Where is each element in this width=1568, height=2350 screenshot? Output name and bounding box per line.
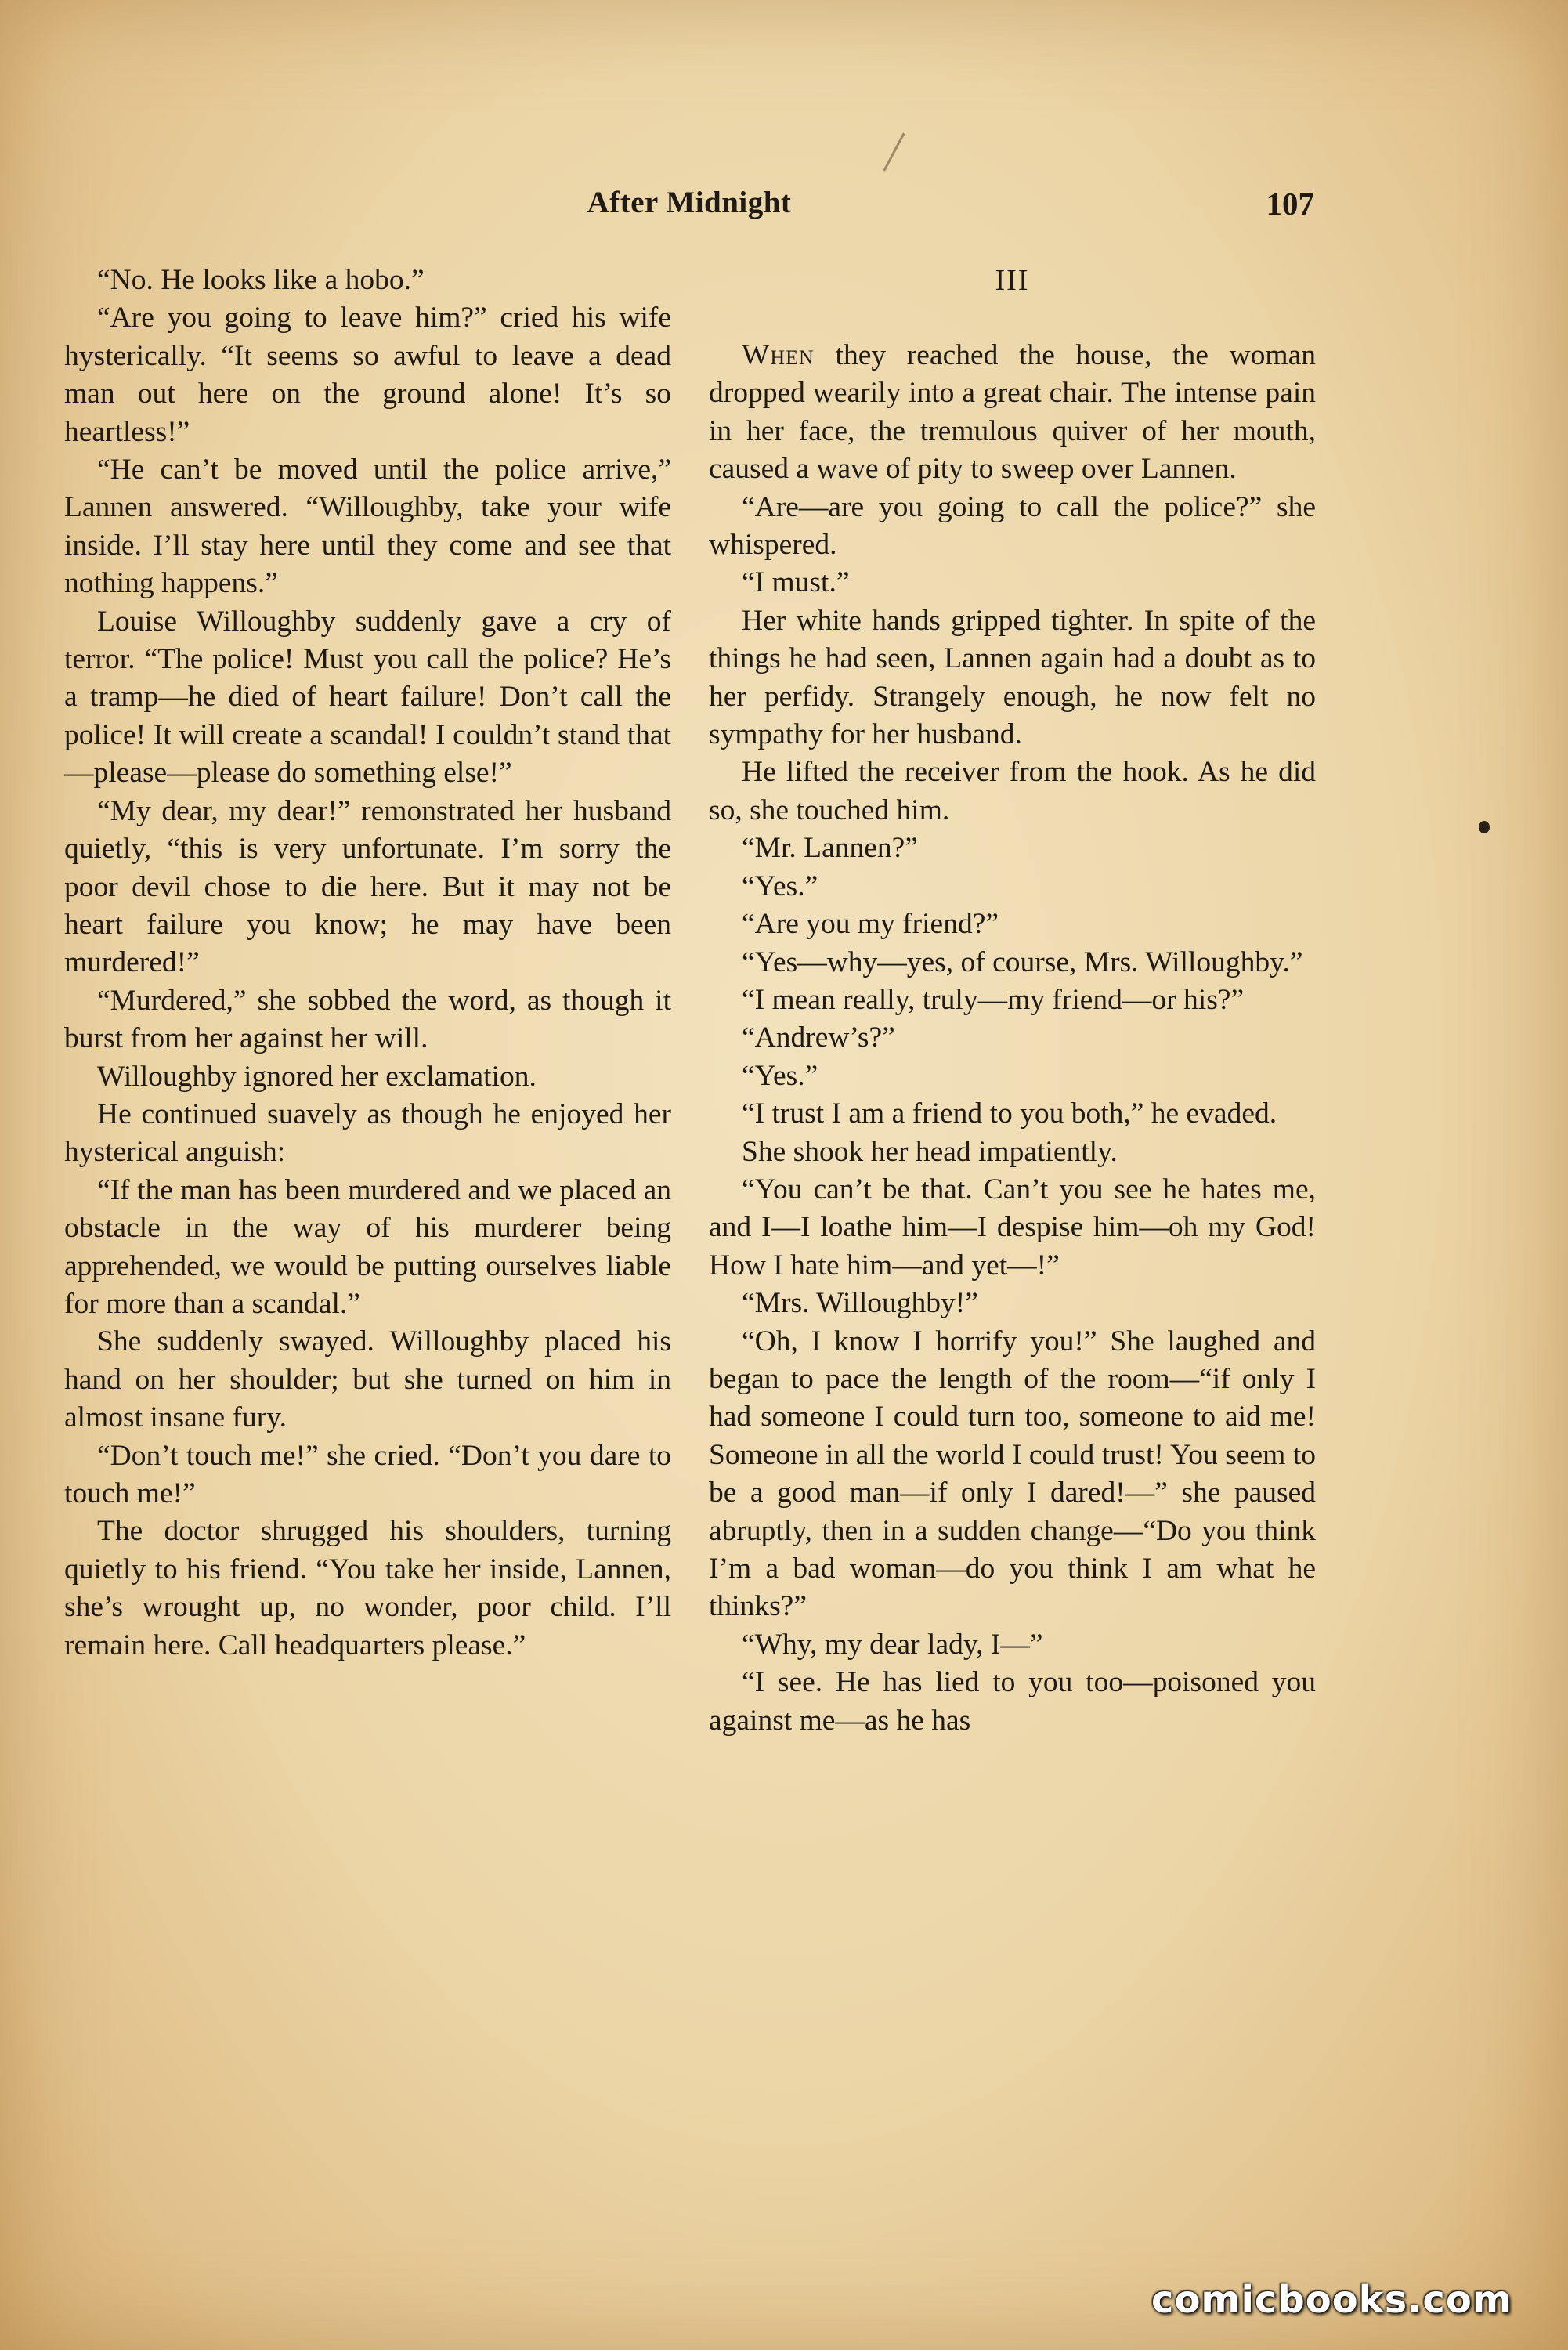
paragraph: “Oh, I know I horrify you!” She laughed and began to pace the length of the room—“if only I had someone I could turn too, someone to aid me! Someone in all the world I could trust! You seem to be a good man—if only I dared!—” she paused abruptly, then in a sudden change—“Do you think I’m a bad woman—do you think I am what he thinks?” bbox=[709, 1325, 1316, 1623]
section-heading: III bbox=[995, 264, 1030, 297]
paragraph: “I see. He has lied to you too—poisoned you against me—as he has bbox=[709, 1666, 1316, 1737]
paragraph: The doctor shrugged his shoulders, turning quietly to his friend. “You take her inside, Lannen, she’s wrought up, no wonder, poor child. I’ll remain here. Call headquarters please.” bbox=[64, 1515, 671, 1661]
paragraph: She shook her head impatiently. bbox=[742, 1135, 1118, 1168]
ink-dot bbox=[1479, 821, 1490, 833]
page-title: After Midnight bbox=[587, 186, 792, 219]
running-header bbox=[64, 185, 1314, 232]
paragraph: Louise Willoughby suddenly gave a cry of terror. “The police! Must you call the police? He’s a tramp—he died of heart failure! Don’t call the police! It will create a scandal! I couldn’t stand that—please—please do something else!” bbox=[64, 605, 671, 790]
paragraph: She suddenly swayed. Willoughby placed his hand on her shoulder; but she turned on him in almost insane fury. bbox=[64, 1325, 671, 1434]
paragraph: Her white hands gripped tighter. In spite of the things he had seen, Lannen again had a doubt as to her perfidy. Strangely enough, he now felt no sympathy for her husband. bbox=[709, 604, 1316, 751]
paragraph: “I must.” bbox=[742, 566, 850, 599]
page-number: 107 bbox=[1266, 186, 1314, 222]
paragraph: “Mr. Lannen?” bbox=[742, 832, 918, 865]
paragraph: “Murdered,” she sobbed the word, as though it burst from her against her will. bbox=[64, 984, 671, 1055]
paragraph: “No. He looks like a hobo.” bbox=[97, 264, 425, 296]
paragraph: “I mean really, truly—my friend—or his?” bbox=[742, 983, 1245, 1016]
opening-paragraph bbox=[709, 337, 1316, 489]
paragraph: “Yes.” bbox=[742, 1059, 818, 1092]
paragraph: “You can’t be that. Can’t you see he hates me, and I—I loathe him—I despise him—oh my God! How I hate him—and yet—!” bbox=[709, 1173, 1316, 1282]
paragraph: “Don’t touch me!” she cried. “Don’t you dare to touch me!” bbox=[64, 1439, 671, 1509]
paragraph: “My dear, my dear!” remonstrated her husband quietly, “this is very unfortunate. I’m sorry the poor devil chose to die here. But it may not be heart failure you know; he may have been murdered!” bbox=[64, 794, 671, 979]
paragraph: “Andrew’s?” bbox=[742, 1021, 895, 1054]
drop-word: When bbox=[742, 339, 815, 371]
paragraph: “If the man has been murdered and we placed an obstacle in the way of his murderer being apprehended, we would be putting ourselves liable for more than a scandal.” bbox=[64, 1173, 671, 1320]
paragraph: “I trust I am a friend to you both,” he evaded. bbox=[742, 1097, 1277, 1130]
paragraph: “Are you my friend?” bbox=[742, 908, 999, 941]
right-column bbox=[709, 262, 1316, 1740]
paragraph: “He can’t be moved until the police arrive,” Lannen answered. “Willoughby, take your wife inside. I’ll stay here until they come and see that nothing happens.” bbox=[64, 454, 671, 600]
left-column bbox=[64, 262, 671, 1665]
paragraph: “Are—are you going to call the police?” she whispered. bbox=[709, 490, 1316, 562]
watermark: comicbooks.com bbox=[1151, 2278, 1512, 2322]
paragraph: “Yes.” bbox=[742, 870, 818, 902]
paragraph: “Yes—why—yes, of course, Mrs. Willoughby.” bbox=[742, 945, 1303, 978]
pencil-mark bbox=[883, 132, 928, 183]
opening-paragraph-text: they reached the house, the woman dropped wearily into a great chair. The intense pain in her face, the tremulous quiver of her mouth, caused a wave of pity to sweep over Lannen. bbox=[709, 339, 1316, 486]
paragraph: He continued suavely as though he enjoyed her hysterical anguish: bbox=[64, 1097, 671, 1169]
paragraph: Willoughby ignored her exclamation. bbox=[97, 1060, 537, 1093]
paragraph: “Mrs. Willoughby!” bbox=[742, 1287, 978, 1320]
paragraph: He lifted the receiver from the hook. As he did so, she touched him. bbox=[709, 756, 1316, 826]
paragraph: “Are you going to leave him?” cried his wife hysterically. “It seems so awful to leave a dead man out here on the ground alone! It’s so heartless!” bbox=[64, 302, 671, 448]
paragraph: “Why, my dear lady, I—” bbox=[742, 1628, 1043, 1661]
